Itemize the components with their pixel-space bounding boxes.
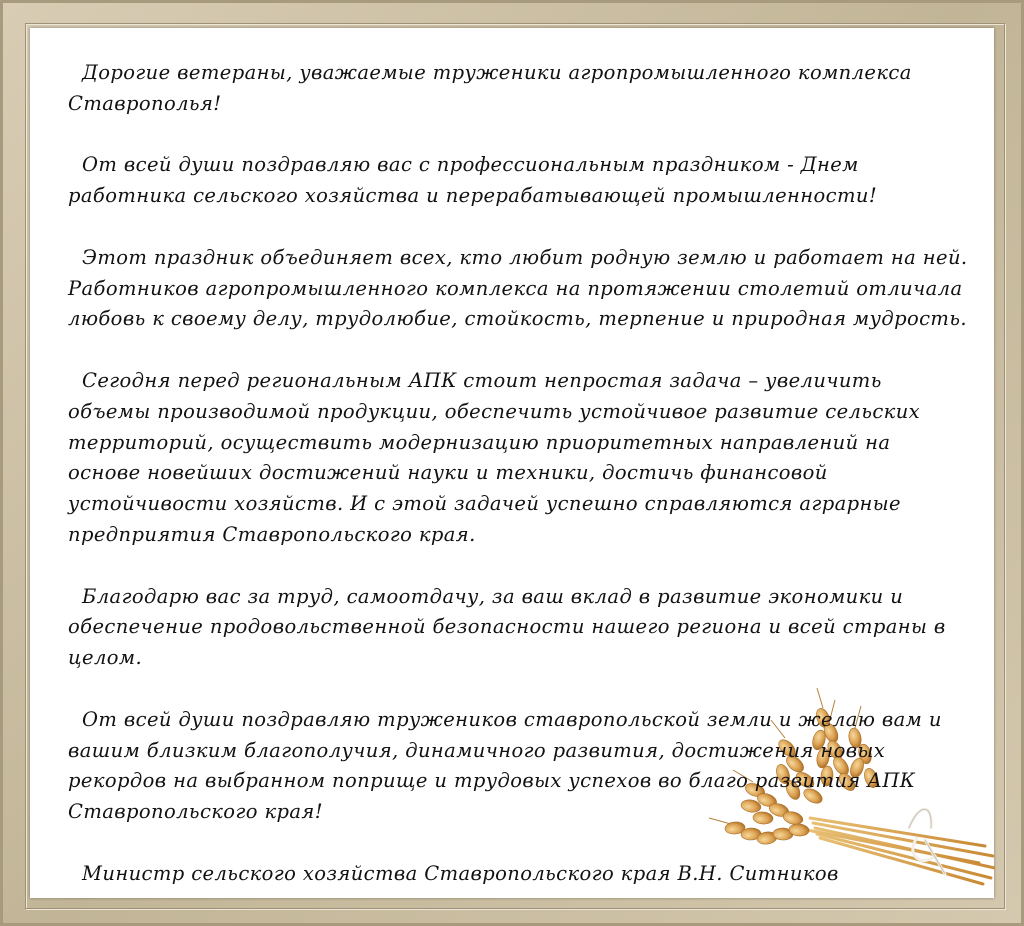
signature-line: Министр сельского хозяйства Ставропольского края В.Н. Ситников	[82, 861, 839, 885]
holiday-paragraph: Этот праздник объединяет всех, кто любит родную землю и работает на ней. Работников агропромышленного комплекса на протяжении столетий отличала любовь к своему делу, трудолюбие, стойкость, терпение и природная мудрость.	[68, 245, 968, 331]
congratulation-paragraph: От всей души поздравляю вас с профессиональным праздником - Днем работника сельского хозяйства и перерабатывающей промышленности!	[68, 153, 878, 208]
letter-body	[68, 58, 968, 890]
greeting-paragraph: Дорогие ветераны, уважаемые труженики агропромышленного комплекса Ставрополья!	[68, 61, 912, 115]
tasks-paragraph: Сегодня перед региональным АПК стоит непростая задача – увеличить объемы производимой продукции, обеспечить устойчивое развитие сельских территорий, осуществить модернизацию приоритетных направлений на основе новейших достижений науки и техники, достичь финансовой устойчивости хозяйств. И с этой задачей успешно справляются аграрные предприятия Ставропольского края.	[68, 368, 921, 546]
wishes-paragraph: От всей души поздравляю тружеников ставропольской земли и желаю вам и вашим близким благополучия, динамичного развития, достижения новых рекордов на выбранном поприще и трудовых успехов во благо развития АПК Ставропольского края!	[68, 707, 942, 824]
letter-paper	[30, 28, 994, 898]
gratitude-paragraph: Благодарю вас за труд, самоотдачу, за ваш вклад в развитие экономики и обеспечение продовольственной безопасности нашего региона и всей страны в целом.	[68, 584, 946, 670]
